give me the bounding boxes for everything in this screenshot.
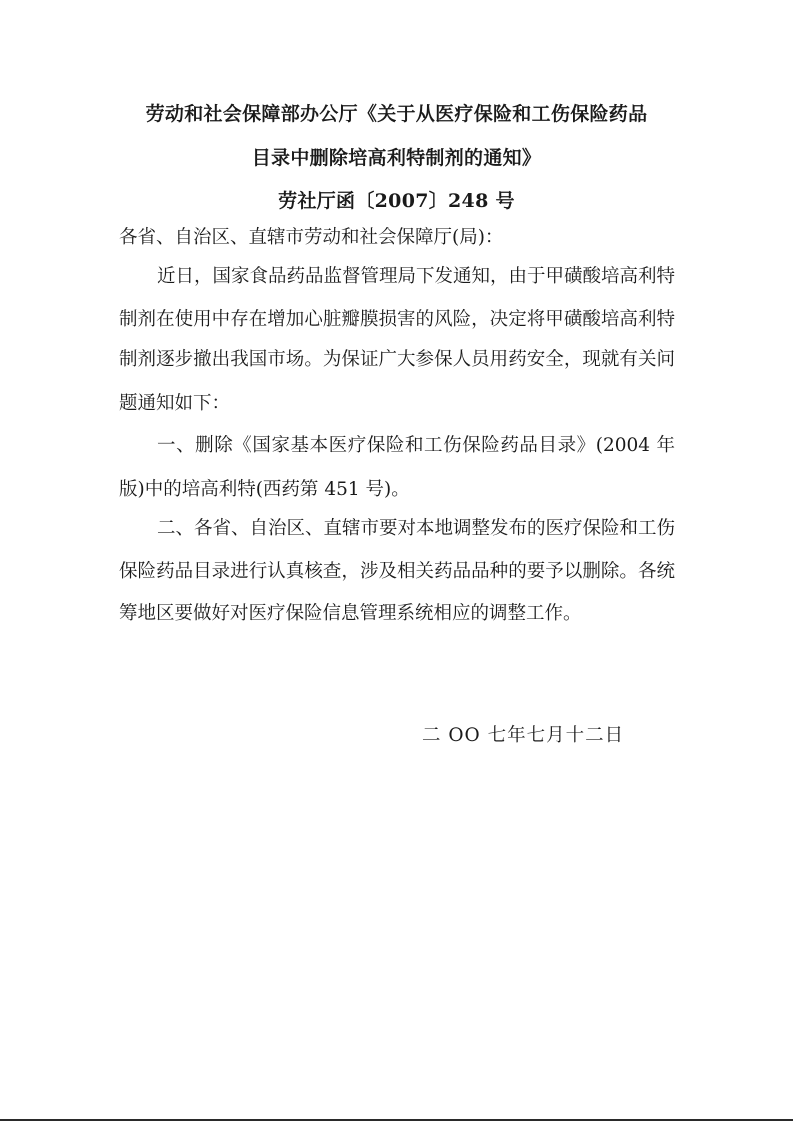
item-1-line-1: 一、删除《国家基本医疗保险和工伤保险药品目录》(2004 年 bbox=[157, 435, 675, 456]
item-2-line-1: 二、各省、自治区、直辖市要对本地调整发布的医疗保险和工伤 bbox=[157, 518, 676, 539]
paragraph-1-line-3: 制剂逐步撤出我国市场。为保证广大参保人员用药安全，现就有关问 bbox=[119, 349, 675, 370]
page-bottom-rule bbox=[0, 1119, 793, 1121]
paragraph-1-line-1: 近日，国家食品药品监督管理局下发通知，由于甲磺酸培高利特 bbox=[157, 266, 676, 287]
item-2-line-2: 保险药品目录进行认真核查，涉及相关药品品种的要予以删除。各统 bbox=[119, 561, 675, 582]
document-number: 劳社厅函〔2007〕248 号 bbox=[278, 190, 515, 212]
document-title-line-1: 劳动和社会保障部办公厅《关于从医疗保险和工伤保险药品 bbox=[145, 103, 648, 125]
document-title-line-2: 目录中删除培高利特制剂的通知》 bbox=[251, 147, 542, 169]
document-date: 二 OO 七年七月十二日 bbox=[422, 725, 625, 746]
paragraph-1-line-2: 制剂在使用中存在增加心脏瓣膜损害的风险，决定将甲磺酸培高利特 bbox=[119, 309, 675, 330]
item-1-line-2: 版)中的培高利特(西药第 451 号)。 bbox=[119, 479, 410, 500]
paragraph-1-line-4: 题通知如下： bbox=[119, 393, 231, 414]
salutation: 各省、自治区、直辖市劳动和社会保障厅(局)： bbox=[119, 227, 504, 248]
item-2-line-3: 筹地区要做好对医疗保险信息管理系统相应的调整工作。 bbox=[119, 603, 582, 624]
